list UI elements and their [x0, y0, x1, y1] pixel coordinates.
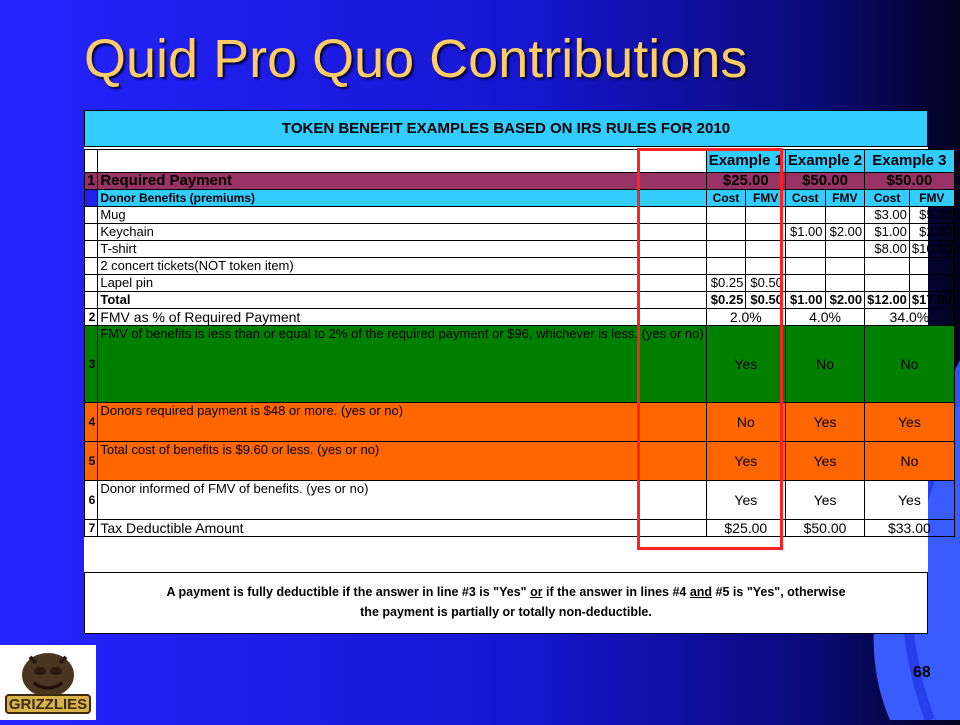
cell [785, 207, 825, 224]
cell: Yes [706, 326, 785, 403]
cell: $17.00 [909, 292, 954, 309]
row-label: Required Payment [98, 173, 706, 190]
cell: No [706, 403, 785, 442]
cell: Yes [706, 442, 785, 481]
table-row [85, 275, 955, 292]
cell [785, 241, 825, 258]
cell [746, 241, 786, 258]
informed-row [85, 481, 955, 520]
table-row [85, 207, 955, 224]
cell: Yes [785, 442, 864, 481]
cell [909, 275, 954, 292]
note-text: #5 is "Yes", otherwise [712, 585, 846, 599]
example-1-header: Example 1 [706, 150, 785, 173]
example-2-header: Example 2 [785, 150, 864, 173]
cell: $1.00 [865, 224, 910, 241]
fmv-percent-row [85, 309, 955, 326]
row-label: Donors required payment is $48 or more. (yes or no) [98, 403, 706, 442]
cell: Yes [785, 403, 864, 442]
cell [706, 241, 746, 258]
row-label: FMV of benefits is less than or equal to 2% of the required payment or $96, whichever is less. (yes or no) [98, 326, 706, 403]
row-label: Donor informed of FMV of benefits. (yes or no) [98, 481, 706, 520]
note-emphasis: or [530, 585, 543, 599]
page-number: 68 [913, 664, 931, 681]
cell [825, 258, 865, 275]
deductible-row [85, 520, 955, 537]
cell: Yes [865, 481, 955, 520]
deductibility-note [84, 572, 928, 634]
cost-header: Cost [785, 190, 825, 207]
item-label: Lapel pin [98, 275, 706, 292]
cell: No [785, 326, 864, 403]
table-row [85, 241, 955, 258]
cell: $1.00 [785, 224, 825, 241]
cell [909, 258, 954, 275]
total-row [85, 292, 955, 309]
cell [706, 258, 746, 275]
row-number: 6 [85, 481, 98, 520]
token-test-row [85, 326, 955, 403]
item-label: Mug [98, 207, 706, 224]
row-number: 7 [85, 520, 98, 537]
cell: $50.00 [785, 520, 864, 537]
row-number: 5 [85, 442, 98, 481]
cell: $0.25 [706, 275, 746, 292]
cost-test-row [85, 442, 955, 481]
cell [865, 258, 910, 275]
total-label: Total [98, 292, 706, 309]
cell [785, 275, 825, 292]
benefits-header-label: Donor Benefits (premiums) [98, 190, 706, 207]
cell: $8.00 [865, 241, 910, 258]
note-text: A payment is fully deductible if the answer in line #3 is "Yes" [166, 585, 531, 599]
cell: $25.00 [706, 520, 785, 537]
cell: $2.00 [825, 292, 865, 309]
cell: $1.00 [785, 292, 825, 309]
row-label: Total cost of benefits is $9.60 or less. (yes or no) [98, 442, 706, 481]
required-amount: $50.00 [785, 173, 864, 190]
note-text: if the answer in lines #4 [542, 585, 690, 599]
sheet-header: TOKEN BENEFIT EXAMPLES BASED ON IRS RULES FOR 2010 [84, 110, 928, 147]
required-amount: $25.00 [706, 173, 785, 190]
cost-header: Cost [706, 190, 746, 207]
cell: $0.50 [746, 275, 786, 292]
cell: $0.50 [746, 292, 786, 309]
table-row [85, 224, 955, 241]
cell: $5.00 [909, 207, 954, 224]
table-row [85, 258, 955, 275]
cell: Yes [865, 403, 955, 442]
cell [785, 258, 825, 275]
cell [746, 224, 786, 241]
cell [825, 275, 865, 292]
cell: Yes [706, 481, 785, 520]
row-number: 3 [85, 326, 98, 403]
benefits-header-row [85, 190, 955, 207]
row-number: 1 [85, 173, 98, 190]
example-3-header: Example 3 [865, 150, 955, 173]
payment-test-row [85, 403, 955, 442]
item-label: 2 concert tickets(NOT token item) [98, 258, 706, 275]
fmv-header: FMV [909, 190, 954, 207]
row-number: 4 [85, 403, 98, 442]
item-label: T-shirt [98, 241, 706, 258]
cell: $33.00 [865, 520, 955, 537]
required-amount: $50.00 [865, 173, 955, 190]
cell [706, 224, 746, 241]
row-label: Tax Deductible Amount [98, 520, 706, 537]
item-label: Keychain [98, 224, 706, 241]
svg-text:GRIZZLIES: GRIZZLIES [8, 696, 88, 713]
required-payment-row [85, 173, 955, 190]
cell: 2.0% [706, 309, 785, 326]
cell [865, 275, 910, 292]
grizzlies-logo [0, 645, 96, 720]
cell: 34.0% [865, 309, 955, 326]
cell: $12.00 [865, 292, 910, 309]
examples-header-row [85, 150, 955, 173]
fmv-header: FMV [746, 190, 786, 207]
row-number: 2 [85, 309, 98, 326]
cell [746, 258, 786, 275]
cell: $3.00 [865, 207, 910, 224]
cell: 4.0% [785, 309, 864, 326]
cell [825, 207, 865, 224]
benefits-table [84, 149, 955, 537]
slide-title: Quid Pro Quo Contributions [84, 29, 748, 89]
cost-header: Cost [865, 190, 910, 207]
cell: $2.00 [909, 224, 954, 241]
cell [825, 241, 865, 258]
fmv-header: FMV [825, 190, 865, 207]
cell: $2.00 [825, 224, 865, 241]
cell [746, 207, 786, 224]
cell [706, 207, 746, 224]
cell: $0.25 [706, 292, 746, 309]
cell: No [865, 442, 955, 481]
cell: No [865, 326, 955, 403]
note-emphasis: and [689, 585, 713, 599]
spreadsheet [84, 110, 952, 634]
row-label: FMV as % of Required Payment [98, 309, 706, 326]
cell: Yes [785, 481, 864, 520]
note-text: the payment is partially or totally non-deductible. [360, 605, 652, 619]
cell: $10.00 [909, 241, 954, 258]
